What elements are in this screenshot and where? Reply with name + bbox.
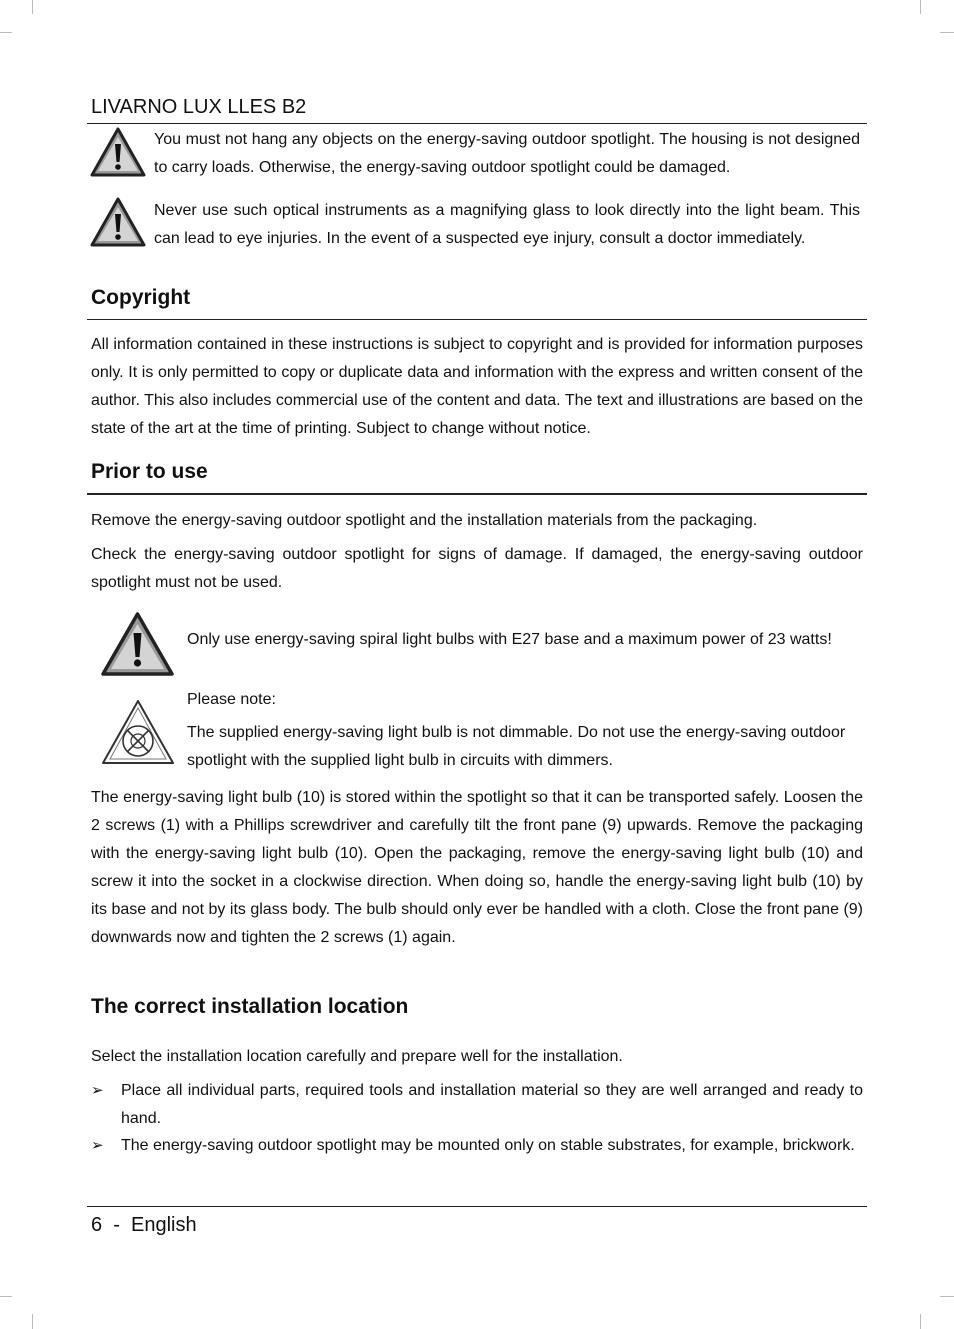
- crop-mark: [920, 1314, 921, 1329]
- list-item: The energy-saving outdoor spotlight may be mounted only on stable substrates, for example, brickwork.: [121, 1137, 855, 1154]
- no-dimmer-icon: [100, 698, 176, 771]
- header-rule: [87, 123, 867, 124]
- crop-mark: [32, 1314, 33, 1329]
- section-heading-copyright: Copyright: [91, 286, 191, 309]
- crop-mark: [940, 32, 954, 33]
- arrow-bullet-icon: ➢: [91, 1082, 104, 1099]
- crop-mark: [920, 0, 921, 14]
- footer-rule: [87, 1206, 867, 1207]
- section-rule: [87, 319, 867, 320]
- crop-mark: [32, 0, 33, 14]
- section-heading-prior-to-use: Prior to use: [91, 460, 208, 483]
- arrow-bullet-icon: ➢: [91, 1137, 104, 1154]
- page-header-title: LIVARNO LUX LLES B2: [91, 96, 307, 118]
- warning-triangle-icon: [100, 611, 175, 682]
- paragraph: Select the installation location carefully and prepare well for the installation.: [91, 1048, 623, 1065]
- paragraph: Remove the energy-saving outdoor spotlight and the installation materials from the packaging.: [91, 512, 758, 529]
- warning-text: You must not hang any objects on the energy-saving outdoor spotlight. The housing is not designed to carry loads. Otherwise, the energy-saving outdoor spotlight could be damaged.: [154, 131, 860, 176]
- warning-text: Only use energy-saving spiral light bulbs with E27 base and a maximum power of 23 watts!: [187, 631, 832, 648]
- crop-mark: [0, 1296, 12, 1297]
- warning-triangle-icon: [89, 196, 147, 253]
- list-item: Place all individual parts, required tools and installation material so they are well arranged and ready to hand.: [121, 1082, 863, 1127]
- paragraph: Check the energy-saving outdoor spotlight for signs of damage. If damaged, the energy-saving outdoor spotlight must not be used.: [91, 546, 863, 591]
- note-label: Please note:: [187, 691, 276, 708]
- page-footer-label: 6 - English: [91, 1214, 197, 1236]
- copyright-paragraph: All information contained in these instructions is subject to copyright and is provided for information purposes only. It is only permitted to copy or duplicate data and information with the express and written consent of the author. This also includes commercial use of the content and data. The text and illustrations are based on the state of the art at the time of printing. Subject to change without notice.: [91, 336, 863, 437]
- section-heading-installation-location: The correct installation location: [91, 995, 409, 1018]
- paragraph: The energy-saving light bulb (10) is stored within the spotlight so that it can be transported safely. Loosen the 2 screws (1) with a Phillips screwdriver and carefully tilt the front pane (9) upwards. Remove the packaging with the energy-saving light bulb (10). Open the packaging, remove the energy-saving light bulb (10) and screw it into the socket in a clockwise direction. When doing so, handle the energy-saving light bulb (10) by its base and not by its glass body. The bulb should only ever be handled with a cloth. Close the front pane (9) downwards now and tighten the 2 screws (1) again.: [91, 789, 863, 946]
- crop-mark: [0, 32, 12, 33]
- crop-mark: [940, 1296, 954, 1297]
- warning-triangle-icon: [89, 126, 147, 183]
- note-text: The supplied energy-saving light bulb is not dimmable. Do not use the energy-saving outdoor spotlight with the supplied light bulb in circuits with dimmers.: [187, 724, 846, 769]
- section-rule: [87, 493, 867, 495]
- warning-text: Never use such optical instruments as a magnifying glass to look directly into the light beam. This can lead to eye injuries. In the event of a suspected eye injury, consult a doctor immediately.: [154, 202, 860, 247]
